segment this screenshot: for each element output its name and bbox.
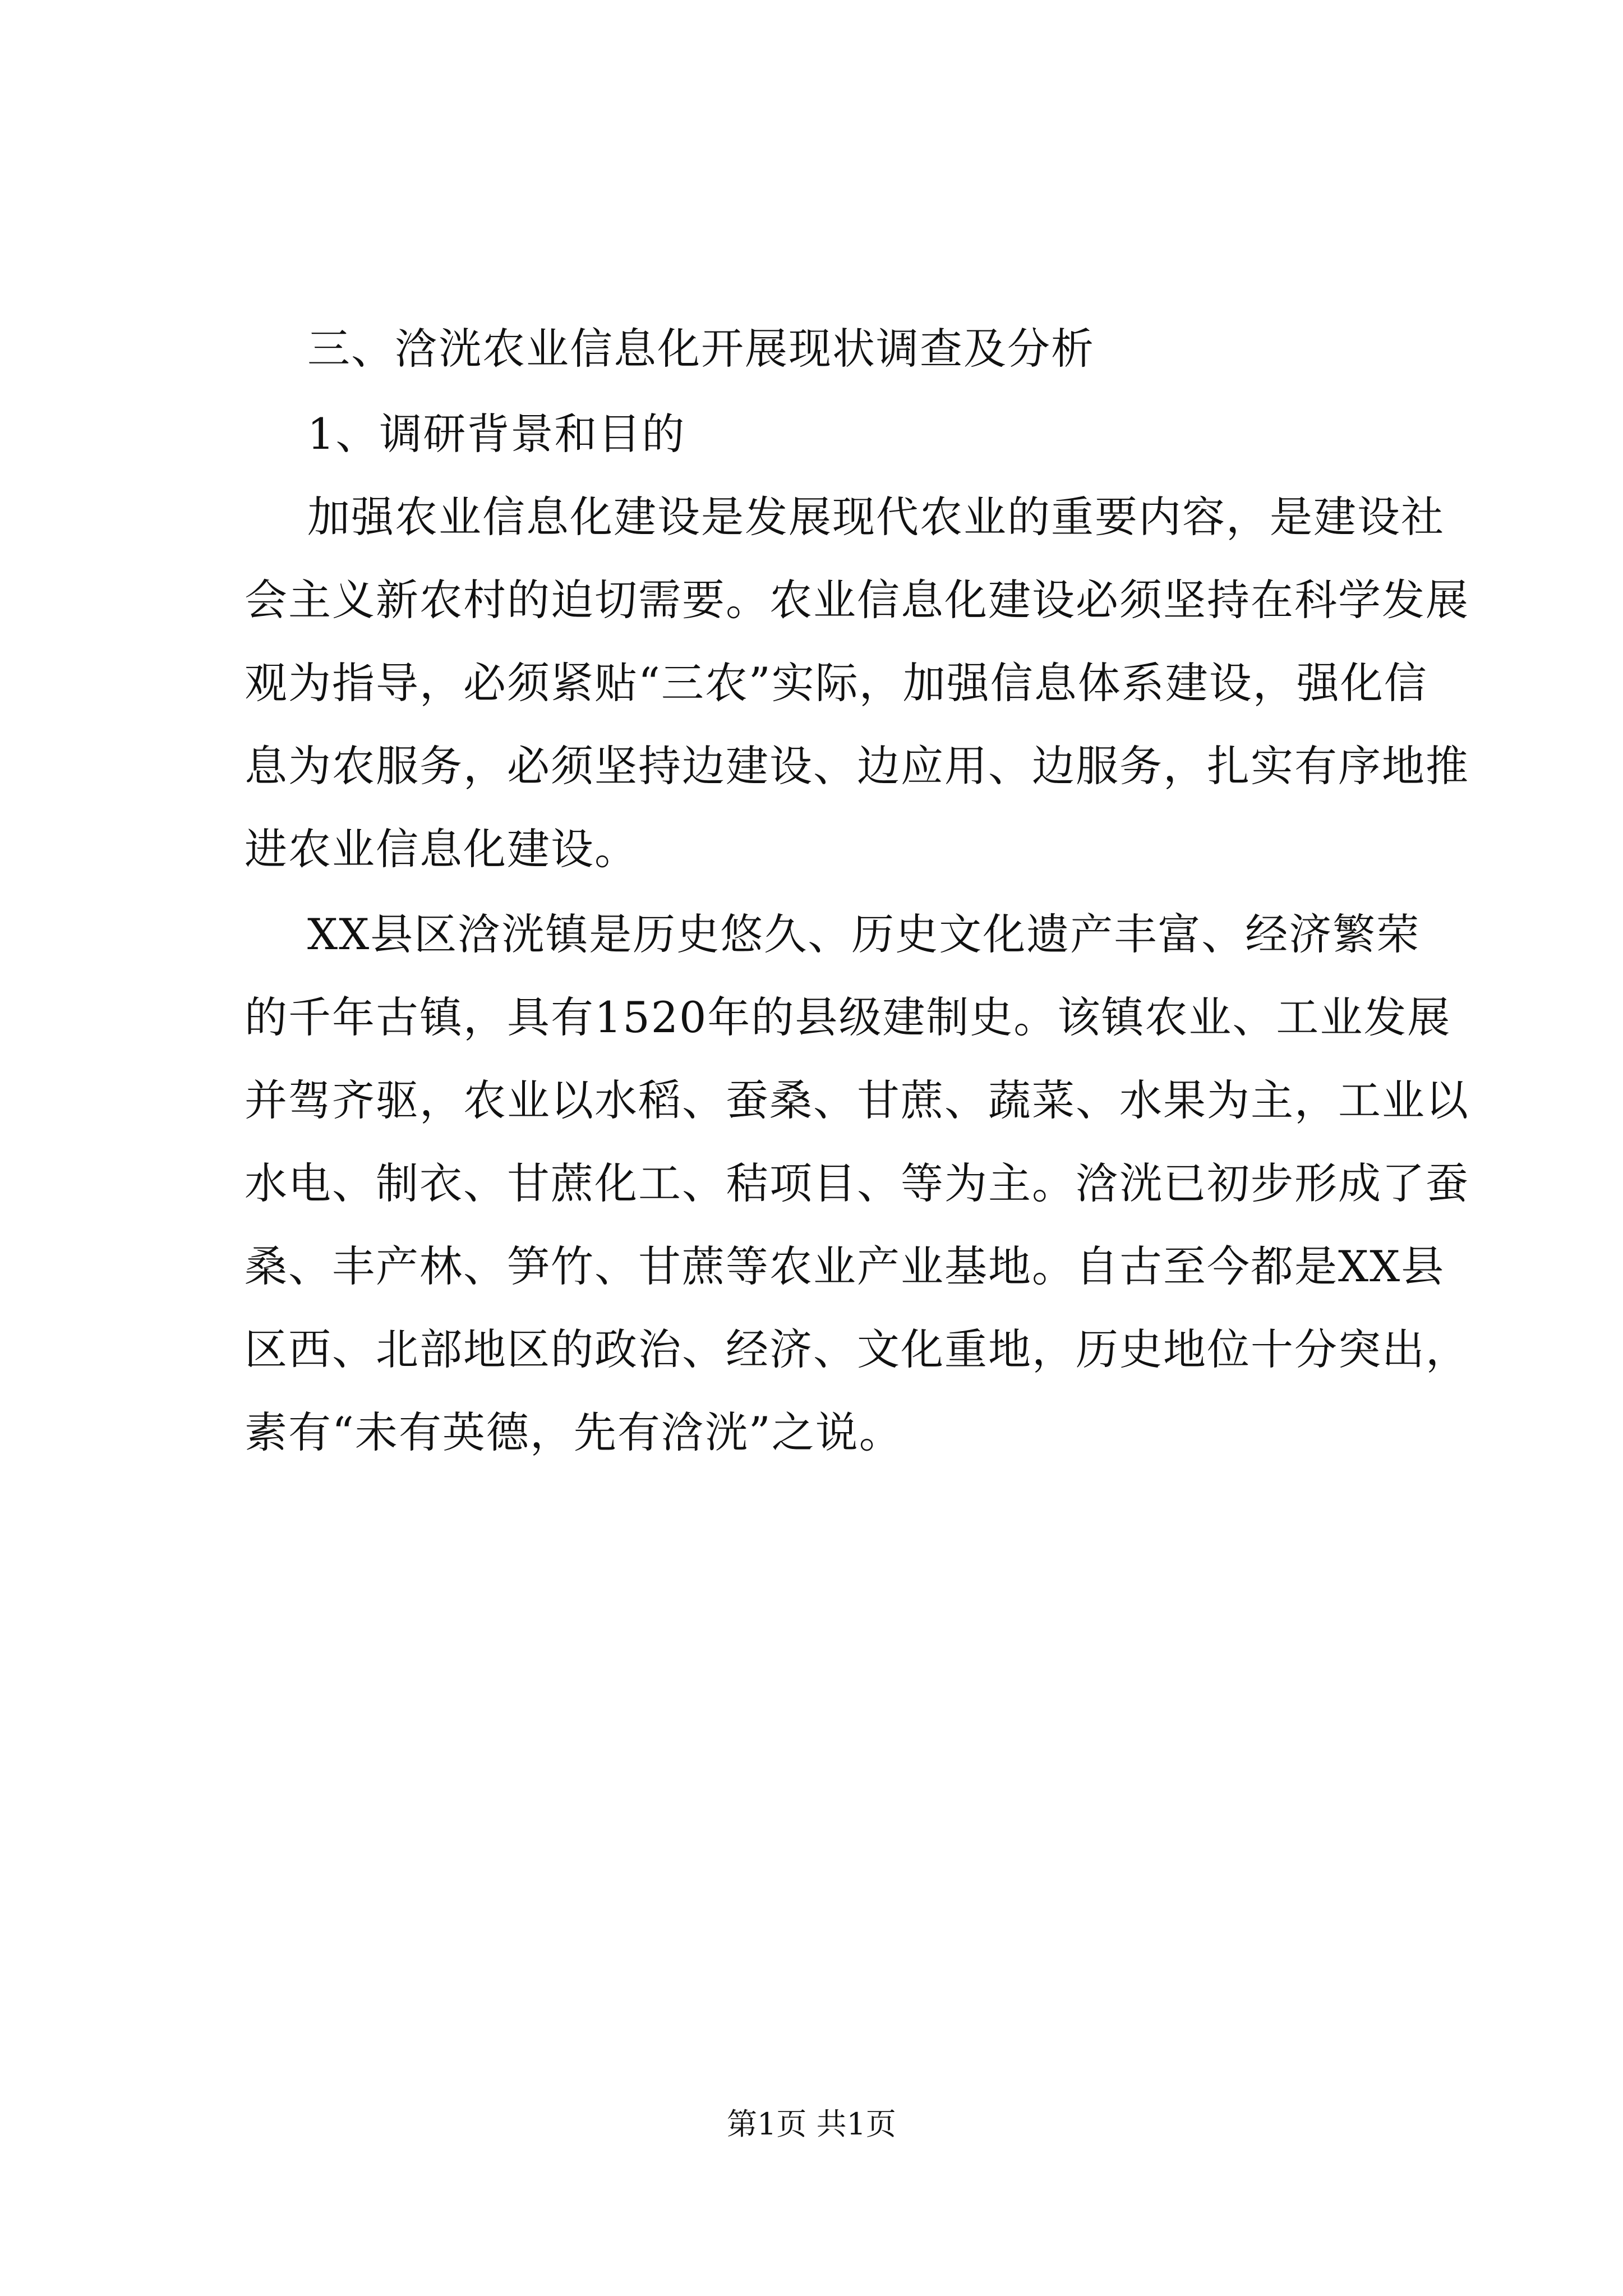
subheading: 1、调研背景和目的: [307, 409, 686, 459]
paragraph-line: 并驾齐驱，农业以水稻、蚕桑、甘蔗、蔬菜、水果为主，工业以: [245, 1075, 1469, 1125]
page-footer: 第1页 共1页: [727, 2106, 896, 2142]
document-body: [245, 307, 1469, 1474]
paragraph-line: XX县区浛洸镇是历史悠久、历史文化遗产丰富、经济繁荣: [307, 909, 1421, 959]
paragraph-line: 的千年古镇，具有1520年的县级建制史。该镇农业、工业发展: [245, 992, 1451, 1042]
paragraph-line: 区西、北部地区的政治、经济、文化重地，历史地位十分突出，: [245, 1324, 1469, 1374]
section-heading: 三、浛洸农业信息化开展现状调查及分析: [307, 324, 1095, 374]
paragraph-line: 观为指导，必须紧贴“三农”实际，加强信息体系建设，强化信: [245, 658, 1428, 708]
paragraph-line: 会主义新农村的迫切需要。农业信息化建设必须坚持在科学发展: [245, 575, 1469, 625]
paragraph-line: 进农业信息化建设。: [245, 824, 638, 874]
paragraph-line: 加强农业信息化建设是发展现代农业的重要内容，是建设社: [307, 492, 1445, 542]
paragraph-2: [245, 893, 1469, 1474]
paragraph-line: 素有“未有英德，先有浛洸”之说。: [245, 1407, 903, 1457]
paragraph-line: 桑、丰产林、笋竹、甘蔗等农业产业基地。自古至今都是XX县: [245, 1241, 1445, 1291]
paragraph-line: 水电、制衣、甘蔗化工、秸项目、等为主。浛洸已初步形成了蚕: [245, 1158, 1469, 1208]
paragraph-line: 息为农服务，必须坚持边建设、边应用、边服务，扎实有序地推: [245, 741, 1469, 791]
paragraph-1: [245, 476, 1469, 891]
